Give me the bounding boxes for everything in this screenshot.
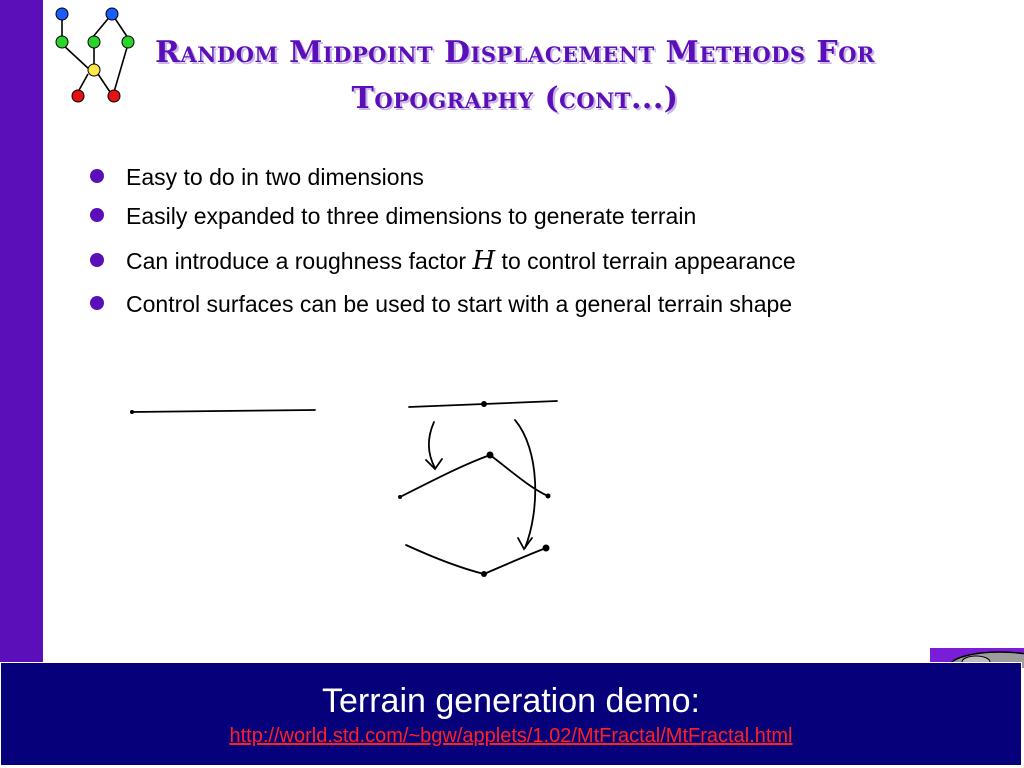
displaced-valley-line	[406, 545, 546, 574]
valley-dot	[481, 571, 487, 577]
endpoint-dot	[398, 495, 402, 499]
midpoint-dot	[481, 401, 487, 407]
terrain-demo-link[interactable]: http://world.std.com/~bgw/applets/1.02/MtFractal/MtFractal.html	[229, 725, 793, 747]
bullet-text: Easily expanded to three dimensions to generate terrain	[126, 203, 697, 229]
initial-segment-line	[131, 410, 315, 412]
arrow-to-valley-line	[515, 420, 535, 548]
peak-dot	[487, 452, 494, 459]
displaced-peak-line	[400, 455, 548, 497]
arrow-to-peak-line	[429, 422, 435, 468]
arrow-to-valley-head	[518, 538, 532, 549]
endpoint-dot	[543, 545, 550, 552]
segment-endpoint	[130, 410, 134, 414]
bullet-text: Easy to do in two dimensions	[126, 164, 424, 190]
slide-title-line-2: Topography (cont...)	[351, 81, 679, 116]
slide-title-line-1: Random Midpoint Displacement Methods For	[155, 35, 875, 70]
bullet-text: Control surfaces can be used to start with a general terrain shape	[126, 291, 793, 317]
bullet-text-after: to control terrain appearance	[495, 248, 796, 274]
footer-title: Terrain generation demo:	[321, 682, 700, 720]
roughness-factor-symbol: H	[472, 246, 496, 276]
endpoint-dot	[546, 494, 551, 499]
bullet-text-before: Can introduce a roughness factor	[126, 248, 473, 274]
demo-footer-box	[0, 662, 1022, 766]
